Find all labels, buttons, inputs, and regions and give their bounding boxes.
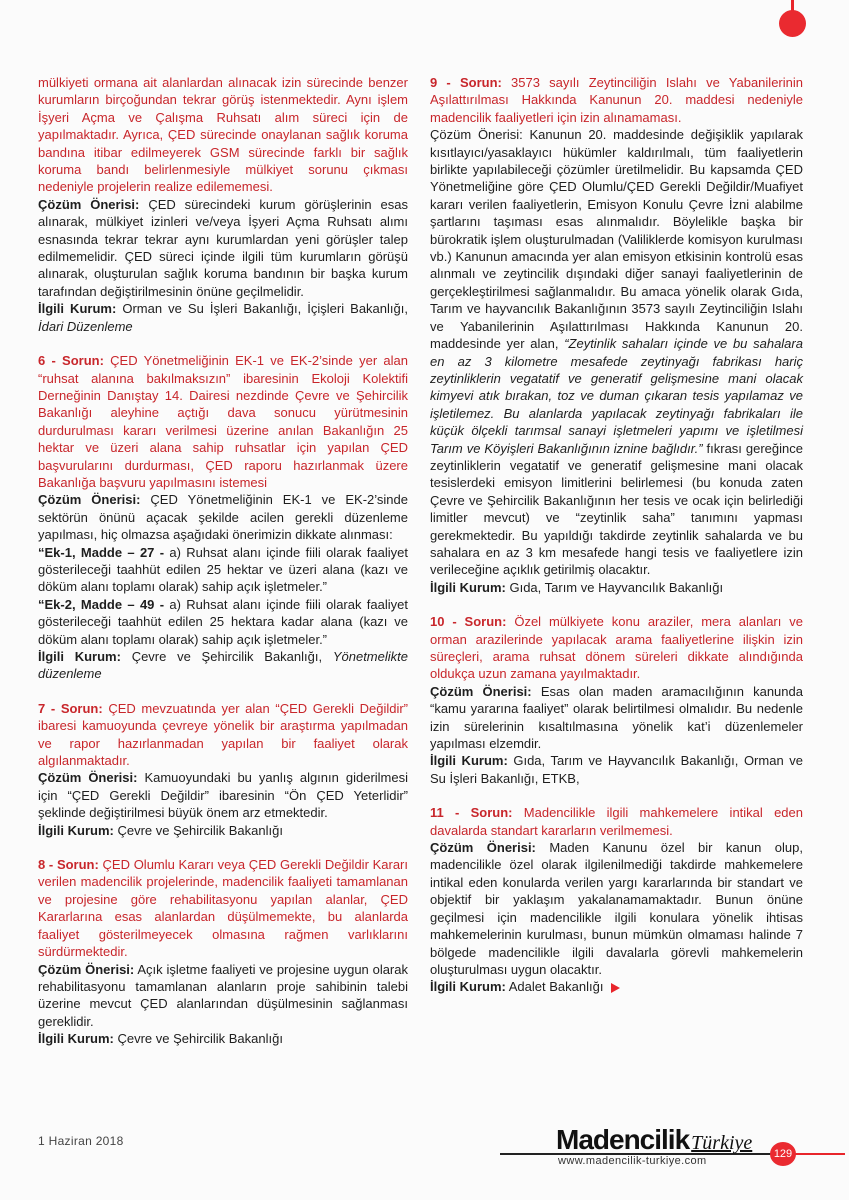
ek1-text: a) Ruhsat alanı içinde fiili olarak faaliyet gösterileceği taahhüt edilen 25 hektar ve üzeri alana (kazı ve döküm alanı toplamı olarak) sahip açık işletmeler.” xyxy=(38,544,408,595)
law-quote: “Zeytinlik sahaları içinde ve bu sahalara en az 3 kilometre mesafede zeytinyağı fabrikası hariç zeytinliklerin vegatatif ve generatif gelişmesine mani olacak kimyevi atık bırakan, toz ve duman çıkaran tesis yapılamaz ve işletilemez. Bu alanlarda yapılacak zeytinyağı fabrikaları ile küçük ölçekli tarımsal sanayi işletmeleri yapımı ve işletilmesi Tarım ve Köyişleri Bakanlığının iznine bağlıdır.” xyxy=(430,336,803,456)
institution-text: Gıda, Tarım ve Hayvancılık Bakanlığı xyxy=(509,579,724,595)
problem-11 xyxy=(430,804,803,839)
ek1-label: “Ek-1, Madde – 27 - xyxy=(38,544,165,560)
page-number: 129 xyxy=(770,1142,796,1166)
solution-label: Çözüm Önerisi: xyxy=(38,196,140,212)
solution-text: Maden Kanunu özel bir kanun olup, madencilikle özel olarak ilgilenilmediği takdirde mahkemelere intikal eden konularda verilen yargı kararlarında bir standart ve objektif bir yaklaşım yakalanamamaktadır. Bunun önüne geçilmesi için madencilikle ilgili konulara yönelik ihtisas mahkemelerinin kurulması, bunun mümkün olmaması halinde 7 bölgede madencilikle ilgili davalarla görevli mahkemelerin oluşturulması uygun olacaktır. xyxy=(430,840,803,977)
solution-label: Çözüm Önerisi: xyxy=(38,492,141,508)
problem-7-label: 7 - Sorun: xyxy=(38,700,103,716)
institution-10 xyxy=(430,752,803,787)
intro-institution xyxy=(38,300,408,335)
solution-text: Açık işletme faaliyeti ve projesine uygun olarak rehabilitasyonu tamamlanan alanların proje sahibinin talebi üzerine mevcut ÇED alanlarından düşülmesinin sağlanması gereklidir. xyxy=(38,961,408,1029)
right-column xyxy=(430,74,803,996)
solution-10 xyxy=(430,683,803,753)
solution-text: Kanunun 20. maddesinde değişiklik yapılarak kısıtlayıcı/yasaklayıcı hükümler kaldırılmalı, tüm faaliyetlerin birlikte yapılabileceği çözümler üretilmelidir. Bu kapsamda ÇED Yönetmeliğine göre ÇED Olumlu/ÇED Gerekli Değildir/Muafiyet kararı verilen faaliyetlerin, Emisyon Konulu Çevre İzni alabilme şartlarını taşıması esas alınmalıdır. Böylelikle başka bir bürokratik işlem oluşturulmadan (Valiliklerde komisyon kurulması vb.) Kanunun amacında yer alan emisyon etkisinin kontrolü esas alınmalı ve zeytincilik dışındaki diğer sanayi faaliyetlerinin de gerçekleştirilmesi sağlanmalıdır. Bu amaca yönelik olarak Gıda, Tarım ve hayvancılık Bakanlığının 3573 sayılı Zeytinciliğin Islahı ve Yabanilerinin Aşılattırılması Hakkında Kanunun 20. maddesinde yer alan, xyxy=(430,127,803,352)
problem-6-label: 6 - Sorun: xyxy=(38,353,104,369)
intro-problem-text: mülkiyeti ormana ait alanlardan alınacak izin sürecinde benzer kurumların birçoğundan tekrar görüş istenmektedir. Aynı işlem İşyeri Açma ve Çalışma Ruhsatı alım süreci için de yapılmaktadır. Ayrıca, ÇED sürecinde onaylanan sağlık koruma bandına itibar edilmeyerek GSM sürecinde farklı bir sağlık koruma bandı belirlenmesiyle mülkiyet sorunu çıkması nedeniyle projelerin realize edilememesi. xyxy=(38,75,408,195)
solution-label: Çözüm Önerisi: xyxy=(38,770,138,786)
problem-8-label: 8 - Sorun: xyxy=(38,857,99,873)
problem-11-text: Madencilikle ilgili mahkemelere intikal eden davalarda standart kararların verilmemesi. xyxy=(430,805,803,838)
institution-text: Adalet Bakanlığı xyxy=(508,979,604,995)
top-decor-dot xyxy=(779,10,806,37)
solution-text: Kamuoyundaki bu yanlış algının giderilmesi için “ÇED Gerekli Değildir” ibaresinin “Ön ÇED Yeterlidir” şeklinde değiştirilmesi büyük önem arz etmektedir. xyxy=(38,770,408,821)
problem-6-text: ÇED Yönetmeliğinin EK-1 ve EK-2’sinde yer alan “ruhsat alanına bakılmaksızın” ibaresinin Ekoloji Kolektifi Derneğinin Danıştay 14. Dairesi nezdinde Çevre ve Şehircilik Bakanlığı aleyhine açtığı dava sonucu yürütmesinin durdurulması kararı verilmesi üzerine anılan Bakanlığın 25 hektar ve üzeri alana sahip ruhsatlar için yapılan ÇED başvurularını durdurması, ÇED raporu hazırlanmak üzere Bakanlığa başvuru yapılmasını istemesi xyxy=(38,353,408,490)
ek2-text: a) Ruhsat alanı içinde fiili olarak faaliyet gösterileceği taahhüt edilen 25 hektara kadar alana (kazı ve döküm alanı toplamı olarak) sahip açık işletmeler.” xyxy=(38,596,408,647)
solution-7 xyxy=(38,769,408,821)
institution-9 xyxy=(430,579,803,596)
ek2-quote xyxy=(38,596,408,648)
solution-6 xyxy=(38,491,408,543)
ek1-quote xyxy=(38,544,408,596)
end-of-article-arrow-icon xyxy=(611,983,620,993)
magazine-url: www.madencilik-turkiye.com xyxy=(558,1155,707,1167)
institution-italic: Yönetmelikte düzenleme xyxy=(38,649,408,682)
left-column xyxy=(38,74,408,1048)
solution-label: Çözüm Önerisi: xyxy=(430,683,532,699)
logo-sub: Türkiye xyxy=(691,1132,753,1154)
institution-text: Gıda, Tarım ve Hayvancılık Bakanlığı, Orman ve Su İşleri Bakanlığı, ETKB, xyxy=(430,753,803,786)
problem-11-label: 11 - Sorun: xyxy=(430,805,513,821)
problem-10-label: 10 - Sorun: xyxy=(430,614,507,630)
logo-main: Madencilik xyxy=(556,1124,690,1155)
problem-6 xyxy=(38,352,408,491)
solution-label: Çözüm Önerisi: xyxy=(38,961,135,977)
institution-label: İlgili Kurum: xyxy=(430,753,508,769)
institution-label: İlgili Kurum: xyxy=(430,979,506,995)
institution-8 xyxy=(38,1030,408,1047)
institution-6 xyxy=(38,648,408,683)
problem-10 xyxy=(430,613,803,683)
solution-11 xyxy=(430,839,803,978)
problem-9 xyxy=(430,74,803,126)
solution-text: ÇED sürecindeki kurum görüşlerinin esas alınarak, mülkiyet izinleri ve/veya İşyeri Açma Ruhsatı alımı esnasında tekrar tekrar aynı kurumlardan yeni görüşler talep edilmemelidir. ÇED süreci içinde ilgili tüm kurumların görüşü alınarak, oluşturulan sağlık koruma bandının bir başka kurum tarafından değiştirilmesinin önüne geçilmelidir. xyxy=(38,196,408,299)
solution-label: Çözüm Önerisi: xyxy=(430,840,536,856)
solution-9 xyxy=(430,126,803,579)
solution-text: ÇED Yönetmeliğinin EK-1 ve EK-2’sinde sektörün önünü açacak şekilde acilen gerekli düzenleme yapılması, hiç olmazsa aşağıdaki önerimizin dikkate alınması: xyxy=(38,492,408,543)
problem-8-text: ÇED Olumlu Kararı veya ÇED Gerekli Değildir Kararı verilen madencilik projelerinde, madencilik faaliyeti tamamlanan ve projesine göre rehabilitasyonu yapılan alanlar, ÇED Kararlarına esas alanlardan düşülmemekte, bu alanlarda faaliyet gösterilmeyecek olmasına rağmen varlıklarını sürdürmektedir. xyxy=(38,857,408,960)
ek2-label: “Ek-2, Madde – 49 - xyxy=(38,596,165,612)
problem-8 xyxy=(38,856,408,960)
institution-text: Orman ve Su İşleri Bakanlığı, İçişleri Bakanlığı, xyxy=(122,301,408,317)
problem-10-text: Özel mülkiyete konu araziler, mera alanları ve orman arazilerinde yapılacak arama faaliyetlerine ilişkin izin süreçleri, arama ruhsat dönem süreleri dikkate alındığında oldukça uzun zamana yayılmaktadır. xyxy=(430,614,803,682)
problem-7-text: ÇED mevzuatında yer alan “ÇED Gerekli Değildir” ibaresi kamuoyunda çevreye yönelik bir araştırma yapılmadan ve rapor hazırlanmadan yapılan bir faaliyet olarak algılanmaktadır. xyxy=(38,700,408,769)
solution-label: Çözüm Önerisi: xyxy=(430,127,523,143)
institution-label: İlgili Kurum: xyxy=(38,822,114,838)
solution-text: Esas olan maden aramacılığının kanunda “kamu yararına faaliyet” olarak belirtilmesi olmalıdır. Bu nedenle izin sürelerinin kısaltılmasına yönelik kat’i düzenlemeler yapılması elzemdir. xyxy=(430,683,803,752)
institution-11 xyxy=(430,978,803,995)
magazine-logo xyxy=(556,1124,752,1156)
institution-text: Çevre ve Şehircilik Bakanlığı xyxy=(117,822,283,838)
institution-italic: İdari Düzenleme xyxy=(38,318,133,334)
issue-date: 1 Haziran 2018 xyxy=(38,1134,124,1148)
institution-label: İlgili Kurum: xyxy=(38,1031,114,1047)
problem-9-label: 9 - Sorun: xyxy=(430,75,502,90)
institution-label: İlgili Kurum: xyxy=(38,649,121,664)
institution-label: İlgili Kurum: xyxy=(38,301,117,317)
institution-7 xyxy=(38,822,408,839)
intro-solution xyxy=(38,196,408,300)
solution-8 xyxy=(38,961,408,1031)
problem-9-text: 3573 sayılı Zeytinciliğin Islahı ve Yabanilerinin Aşılattırılması Hakkında Kanunun 20. maddesi nedeniyle madencilik faaliyetleri için izin alınamaması. xyxy=(430,75,803,125)
institution-label: İlgili Kurum: xyxy=(430,579,506,595)
solution-text-continued: fıkrası gereğince zeytinliklerin vegatatif ve generatif gelişmesine mani olacak tesislerdeki emisyon limitlerini belirlemesi (bu konuda zaten Çevre ve Şehircilik Bakanlığının her tesis ve ocak için belirlediği limitler mevcut) ve “zeytinlik saha” tanımını yapması gerekmektedir. Bu yapıldığı takdirde zeytinlik sahalarda ve bu sahalara en az 3 km mesafede hangi tesis ve faaliyetlere izin verileceğine açıklık getirilmiş olacaktır. xyxy=(430,440,803,578)
problem-7 xyxy=(38,700,408,770)
institution-text: Çevre ve Şehircilik Bakanlığı, xyxy=(131,649,323,664)
institution-text: Çevre ve Şehircilik Bakanlığı xyxy=(117,1031,283,1047)
